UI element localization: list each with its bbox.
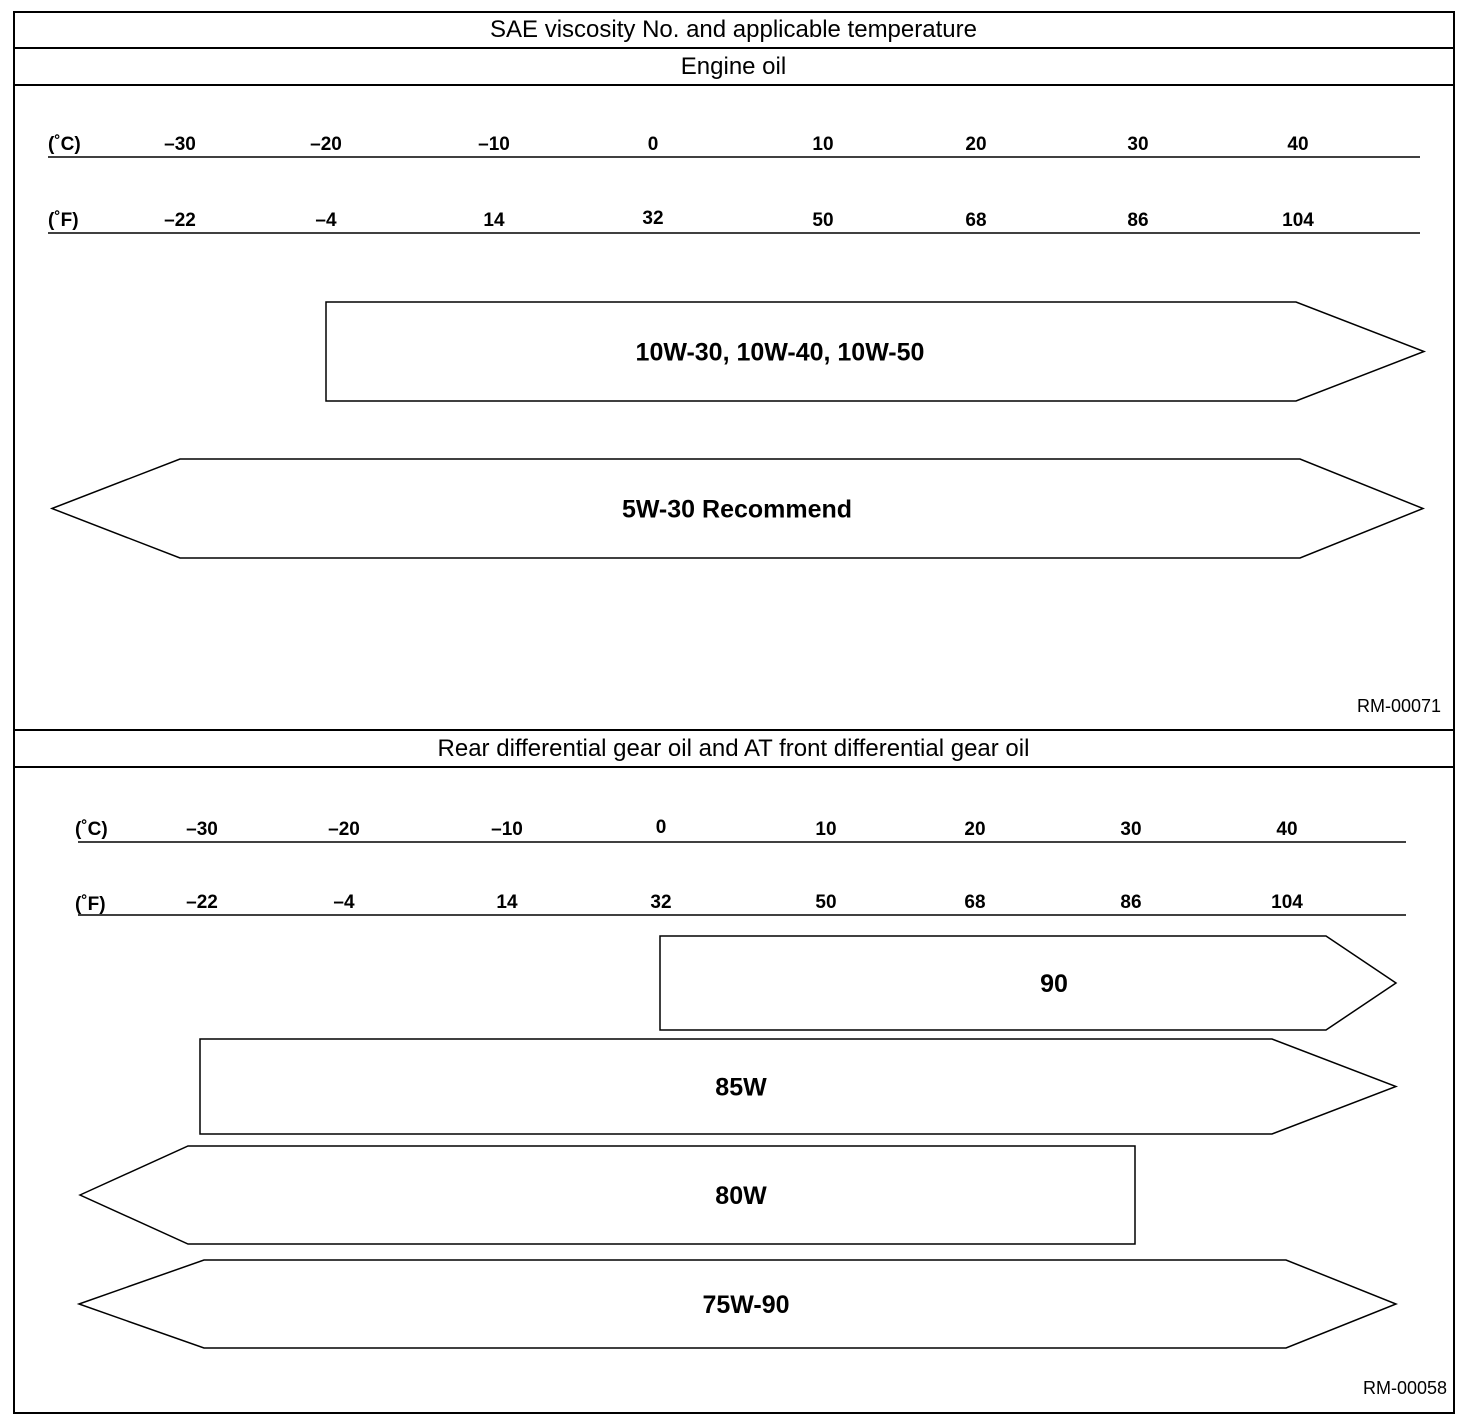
fahrenheit-tick-label: 32 bbox=[650, 892, 672, 913]
celsius-tick-label: 40 bbox=[1276, 819, 1298, 840]
viscosity-grade-label: 85W bbox=[715, 1073, 767, 1102]
page-title: SAE viscosity No. and applicable temperature bbox=[490, 16, 977, 43]
viscosity-range-arrow-85w bbox=[200, 1039, 1396, 1134]
celsius-tick-label: 40 bbox=[1287, 134, 1309, 155]
fahrenheit-tick-label: 104 bbox=[1271, 892, 1303, 913]
celsius-tick-label: 30 bbox=[1120, 819, 1142, 840]
celsius-tick-label: 20 bbox=[964, 819, 986, 840]
fahrenheit-tick-label: 104 bbox=[1282, 210, 1314, 231]
fahrenheit-tick-label: 50 bbox=[815, 892, 837, 913]
fahrenheit-tick-label: –4 bbox=[333, 892, 355, 913]
engine-oil-heading: Engine oil bbox=[680, 53, 787, 80]
fahrenheit-tick-label: 14 bbox=[496, 892, 518, 913]
fahrenheit-tick-label: –22 bbox=[164, 210, 196, 231]
fahrenheit-tick-label: 50 bbox=[812, 210, 834, 231]
viscosity-grade-label: 10W-30, 10W-40, 10W-50 bbox=[635, 338, 925, 367]
celsius-tick-label: 0 bbox=[647, 134, 659, 155]
fahrenheit-unit-label: (˚F) bbox=[48, 210, 79, 231]
celsius-tick-label: 20 bbox=[965, 134, 987, 155]
figure-reference: RM-00071 bbox=[1356, 696, 1441, 716]
viscosity-range-arrow-80w bbox=[80, 1146, 1135, 1244]
fahrenheit-tick-label: –4 bbox=[315, 210, 337, 231]
celsius-tick-label: –30 bbox=[164, 134, 196, 155]
fahrenheit-unit-label: (˚F) bbox=[75, 894, 106, 915]
gear-oil-heading: Rear differential gear oil and AT front differential gear oil bbox=[437, 735, 1030, 762]
celsius-unit-label: (˚C) bbox=[48, 134, 81, 155]
viscosity-grade-label: 5W-30 Recommend bbox=[621, 495, 853, 524]
celsius-tick-label: –30 bbox=[186, 819, 218, 840]
celsius-tick-label: 0 bbox=[655, 817, 667, 838]
gear-oil-chart bbox=[75, 817, 1447, 1398]
figure-reference: RM-00058 bbox=[1362, 1378, 1447, 1398]
viscosity-grade-label: 75W-90 bbox=[702, 1291, 790, 1319]
celsius-tick-label: –10 bbox=[491, 819, 523, 840]
fahrenheit-tick-label: 86 bbox=[1120, 892, 1142, 913]
celsius-tick-label: 10 bbox=[815, 819, 837, 840]
fahrenheit-tick-label: –22 bbox=[186, 892, 218, 913]
viscosity-grade-label: 90 bbox=[1040, 970, 1068, 998]
celsius-tick-label: –20 bbox=[328, 819, 360, 840]
fahrenheit-tick-label: 86 bbox=[1127, 210, 1149, 231]
celsius-tick-label: –20 bbox=[310, 134, 342, 155]
viscosity-range-arrow-90 bbox=[660, 936, 1396, 1030]
fahrenheit-tick-label: 14 bbox=[483, 210, 505, 231]
celsius-tick-label: 30 bbox=[1127, 134, 1149, 155]
fahrenheit-tick-label: 68 bbox=[964, 892, 986, 913]
engine-oil-chart bbox=[48, 134, 1441, 716]
fahrenheit-tick-label: 32 bbox=[642, 208, 664, 229]
celsius-tick-label: 10 bbox=[812, 134, 834, 155]
celsius-tick-label: –10 bbox=[478, 134, 510, 155]
viscosity-grade-label: 80W bbox=[715, 1182, 767, 1210]
fahrenheit-tick-label: 68 bbox=[965, 210, 987, 231]
celsius-unit-label: (˚C) bbox=[75, 819, 108, 840]
